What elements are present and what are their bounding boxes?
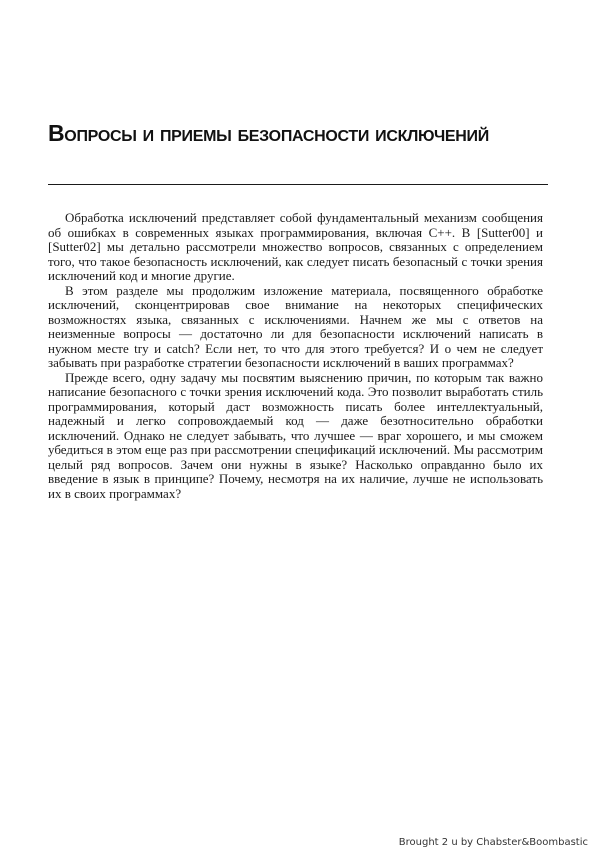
paragraph-1: Обработка исключений представляет собой фундаментальный механизм сообщения об ошибках в современных языках программирования, включая C++. В [Sutter00] и [Sutter02] мы детально рассмотрели множество вопросов, связанных с определением того, что такое безопасность исключений, как следует писать безопасный с точки зрения исключений код и многие другие. xyxy=(48,210,543,283)
paragraph-2: В этом разделе мы продолжим изложение материала, посвященного обработке исключений, сконцентрировав свое внимание на некоторых специфических возможностях языка, связанных с исключениями. Начнем же мы с ответов на неизменные вопросы — достаточно ли для безопасности исключений написать в нужном месте try и catch? Если нет, то что для этого требуется? И о чем не следует забывать при разработке стратегии безопасности исключений в ваших программах? xyxy=(48,282,543,370)
paragraph-3: Прежде всего, одну задачу мы посвятим выяснению причин, по которым так важно написание безопасного с точки зрения исключений кода. Это позволит выработать стиль программирования, который даст возможность писать более интеллектуальный, надежный и легко сопровождаемый код — даже безотносительно обработки исключений. Однако не следует забывать, что лучшее — враг хорошего, и мы сможем убедиться в этом еще раз при рассмотрении спецификаций исключений. Мы рассмотрим целый ряд вопросов. Зачем они нужны в языке? Насколько оправданно было их введение в язык в принципе? Почему, несмотря на их наличие, лучше не использовать их в своих программах? xyxy=(48,369,543,501)
body-text xyxy=(48,211,543,501)
footer-credit: Brought 2 u by Chabster&Boombastic xyxy=(398,837,588,848)
chapter-title: Вопросы и приемы безопасности исключений xyxy=(48,120,489,146)
title-rule xyxy=(48,184,548,185)
